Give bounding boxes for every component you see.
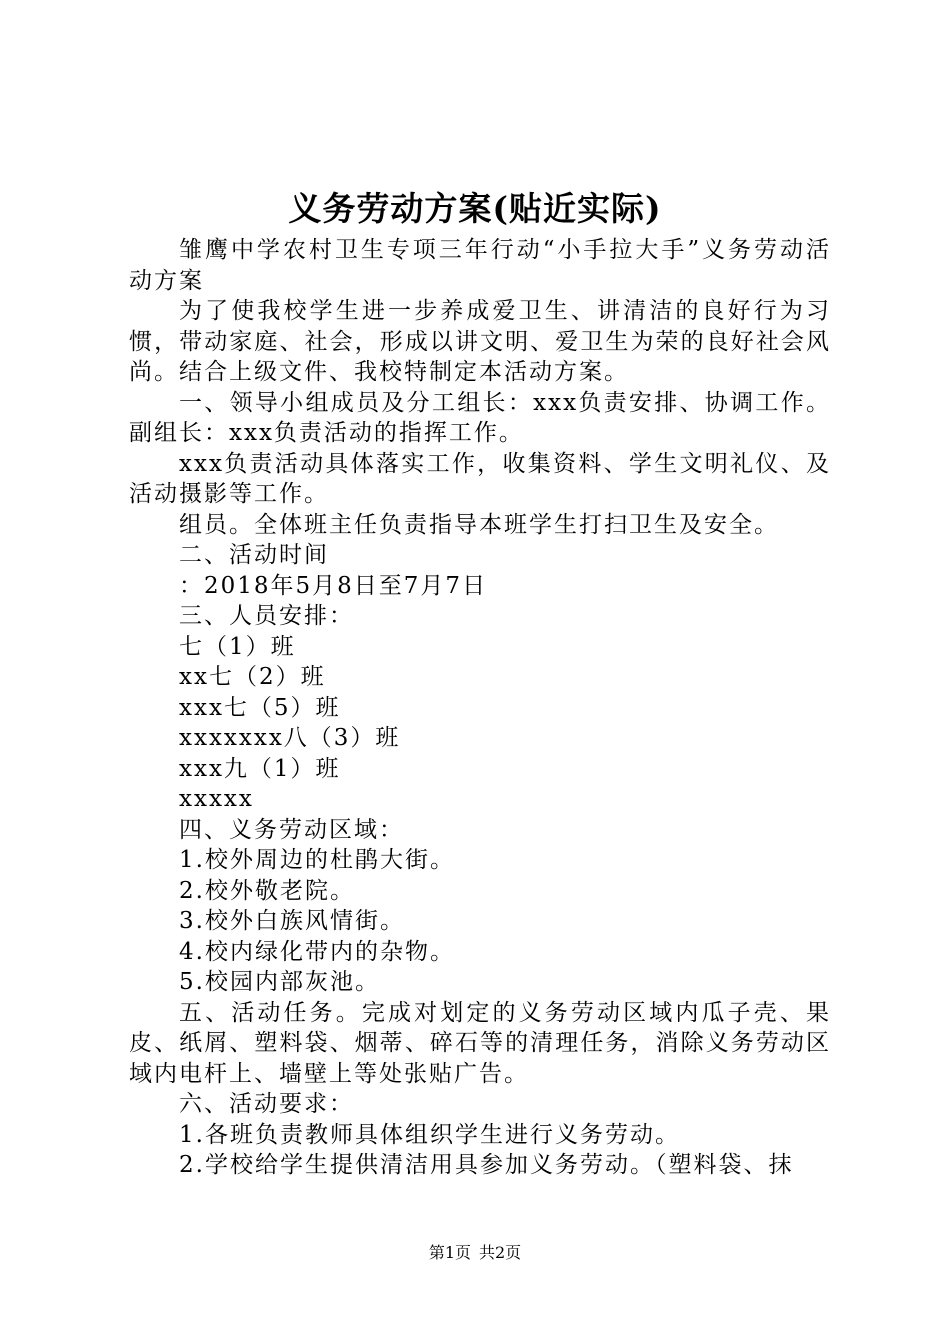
paragraph: 为了使我校学生进一步养成爱卫生、讲清洁的良好行为习惯，带动家庭、社会，形成以讲文明、爱卫生为荣的良好社会风尚。结合上级文件、我校特制定本活动方案。 <box>129 298 831 385</box>
paragraph: 1.校外周边的杜鹃大街。 <box>179 847 455 873</box>
paragraph: 六、活动要求： <box>179 1091 354 1117</box>
paragraph: 雏鹰中学农村卫生专项三年行动“小手拉大手”义务劳动活动方案 <box>129 237 831 294</box>
document-body <box>129 235 831 1181</box>
paragraph: xxx九（1）班 <box>179 755 341 782</box>
paragraph: 3.校外白族风情街。 <box>179 908 405 934</box>
paragraph: 2.学校给学生提供清洁用具参加义务劳动。（塑料袋、抹 <box>179 1152 794 1178</box>
page-total: 共2页 <box>479 1243 522 1262</box>
paragraph: 5.校园内部灰池。 <box>179 969 380 995</box>
paragraph: 三、人员安排： <box>179 603 354 629</box>
paragraph: xx七（2）班 <box>179 664 326 690</box>
paragraph: 4.校内绿化带内的杂物。 <box>179 938 455 965</box>
paragraph: ：2018年5月8日至7月7日 <box>179 572 488 599</box>
document-title: 义务劳动方案(贴近实际) <box>288 189 662 228</box>
paragraph: 2.校外敬老院。 <box>179 877 355 904</box>
paragraph: 组员。全体班主任负责指导本班学生打扫卫生及安全。 <box>179 511 779 538</box>
page-footer <box>0 1241 950 1265</box>
paragraph: 四、义务劳动区域： <box>179 816 404 843</box>
paragraph: 一、领导小组成员及分工组长：xxx负责安排、协调工作。副组长：xxx负责活动的指挥工作。 <box>129 389 831 446</box>
paragraph: 五、活动任务。完成对划定的义务劳动区域内瓜子壳、果皮、纸屑、塑料袋、烟蒂、碎石等的清理任务，消除义务劳动区域内电杆上、墙壁上等处张贴广告。 <box>129 999 831 1087</box>
paragraph: 二、活动时间 <box>179 542 329 568</box>
paragraph: 1.各班负责教师具体组织学生进行义务劳动。 <box>179 1121 680 1148</box>
paragraph: xxxxx <box>179 786 254 812</box>
paragraph: xxx七（5）班 <box>179 694 341 721</box>
paragraph: 七（1）班 <box>179 633 296 660</box>
page-number: 第1页 <box>428 1243 471 1262</box>
paragraph: xxx负责活动具体落实工作，收集资料、学生文明礼仪、及活动摄影等工作。 <box>129 450 831 507</box>
paragraph: xxxxxxx八（3）班 <box>179 725 401 751</box>
